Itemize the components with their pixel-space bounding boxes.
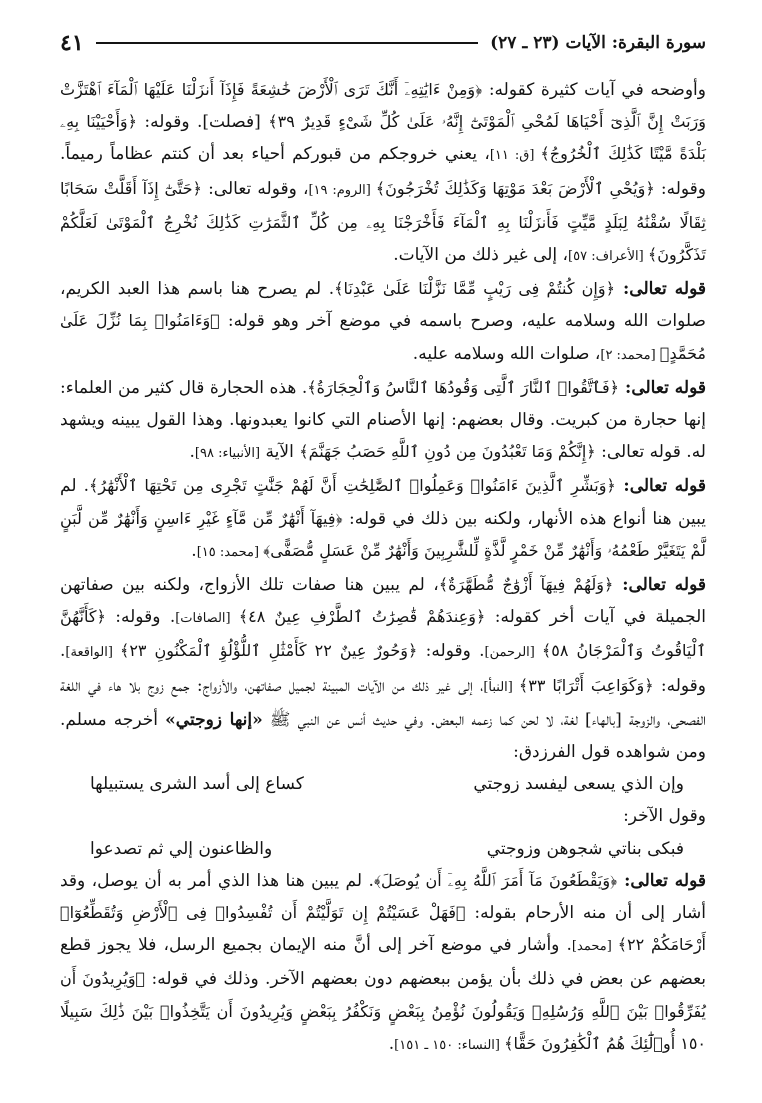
text-run: .	[191, 540, 197, 561]
poetry-verse	[60, 833, 706, 865]
text-run: ، إلى غير ذلك من الآيات المبينة لجميل صفاتهن، والأزواج: جمع زوج بلا هاء في اللغة الفصحى، والزوجة [بالهاء] لغة، لا لحن كما زعمه البعض. وفي حديث أنس عن النبي ﷺ	[60, 675, 706, 730]
running-title: سورة البقرة: الآيات (٢٣ ـ ٢٧)	[490, 33, 706, 53]
citation: [النساء: ١٥٠ ـ ١٥١]	[394, 1037, 505, 1053]
paragraph	[60, 470, 706, 569]
text-run: ، إلى غير ذلك من الآيات.	[393, 245, 569, 266]
text-run: وأوضحه في آيات كثيرة كقوله:	[482, 80, 706, 100]
bold-lead-text: قوله تعالى:	[617, 870, 707, 891]
quran-quote: ﴿وَيَقْطَعُونَ مَآ أَمَرَ ٱللَّهُ بِهِۦٓ أَن يُوصَلَ﴾	[373, 870, 618, 890]
verse-second-hemistich: كساع إلى أسد الشرى يستبيلها	[90, 774, 304, 795]
page-number: ٤١	[60, 30, 84, 56]
verse-second-hemistich: والظاعنون إلي ثم تصدعوا	[90, 838, 273, 859]
quran-quote: ﴿وَبَشِّرِ ٱلَّذِينَ ءَامَنُوا۟ وَعَمِلُوا۟ ٱلصَّٰلِحَٰتِ أَنَّ لَهُمْ جَنَّٰتٍ تَجْرِى مِن تَحْتِهَا ٱلْأَنْهَٰرُ﴾	[89, 476, 616, 496]
bold-lead-text: قوله تعالى:	[619, 377, 707, 398]
text-run: . وقوله:	[417, 641, 485, 662]
text-run: .	[189, 442, 195, 463]
paragraph	[60, 569, 706, 768]
citation: [الروم: ١٩]	[308, 182, 376, 198]
quran-quote: ﴿وَكَوَاعِبَ أَتْرَابًا ٣٣﴾	[518, 675, 654, 695]
citation: [محمد]	[571, 939, 618, 955]
text-run: . لم يبين هنا هذا الذي أمر به أن يوصل، وقد أشار إلى أن منه الأرحام بقوله:	[60, 870, 706, 924]
verse-first-hemistich: وإن الذي يسعى ليفسد زوجتي	[473, 774, 684, 795]
text-run: الآية	[260, 442, 300, 463]
bold-lead-text: «إنها زوجتي»	[165, 709, 263, 730]
main-text	[60, 74, 706, 1062]
text-run: . وأشار في موضع آخر إلى أنَّ منه الإيمان بجميع الرسل، فلا يجوز قطع بعضهم عن بعض في ذلك بأن يؤمن ببعضهم دون بعضهم الآخر. وذلك في قوله:	[60, 935, 707, 990]
text-run: ، لم يبين هنا صفات تلك الأزواج، ولكنه بين صفاتهن الجميلة في آيات أخر كقوله:	[60, 575, 706, 628]
quran-quote: ﴿كَأَنَّهُنَّ ٱلْيَاقُوتُ وَٱلْمَرْجَانُ ٥٨﴾	[60, 607, 706, 661]
citation: [الصافات]	[175, 611, 239, 627]
quran-quote: ﴿وَمِنْ ءَايَٰتِهِۦٓ أَنَّكَ تَرَى ٱلْأَرْضَ خَٰشِعَةً فَإِذَآ أَنزَلْنَا عَلَيْهَا ٱلْمَآءَ ٱهْتَزَّتْ وَرَبَتْ إِنَّ ٱلَّذِىٓ أَحْيَاهَا لَمُحْىِ ٱلْمَوْتَىٰٓ إِنَّهُۥ عَلَىٰ كُلِّ شَىْءٍ قَدِيرٌ ٣٩﴾	[60, 80, 706, 132]
quran-quote: ﴿فَهَلْ عَسَيْتُمْ إِن تَوَلَّيْتُمْ أَن تُفْسِدُوا۟ فِى ٱلْأَرْضِ وَتُقَطِّعُوٓا۟ أَرْحَامَكُمْ ٢٢﴾	[60, 903, 706, 955]
text-run: وقول الآخر:	[623, 806, 706, 827]
text-run: [فصلت]. وقوله:	[137, 112, 269, 133]
paragraph	[60, 372, 706, 471]
citation: [محمد: ٢]	[600, 347, 660, 363]
quran-quote: ﴿حَتَّىٰٓ إِذَآ أَقَلَّتْ سَحَابًا ثِقَالًا سُقْنَٰهُ لِبَلَدٍ مَّيِّتٍ فَأَنزَلْنَا بِهِ ٱلْمَآءَ فَأَخْرَجْنَا بِهِۦ مِن كُلِّ ٱلثَّمَرَٰتِ كَذَٰلِكَ نُخْرِجُ ٱلْمَوْتَىٰ لَعَلَّكُمْ تَذَكَّرُونَ﴾	[60, 178, 706, 265]
quran-quote: ﴿وَأَحْيَيْنَا بِهِۦ بَلْدَةً مَّيْتًا كَذَٰلِكَ ٱلْخُرُوجُ﴾	[60, 112, 706, 164]
citation: [الأعراف: ٥٧]	[568, 249, 648, 265]
quran-quote: ﴿وَلَهُمْ فِيهَآ أَزْوَٰجٌ مُّطَهَّرَةٌ﴾	[438, 575, 614, 595]
text-run: . لم يبين هنا أنواع هذه الأنهار، ولكنه بين ذلك في قوله:	[60, 476, 706, 529]
text-run: . وقوله:	[60, 641, 707, 696]
citation: [الواقعة]	[65, 645, 120, 661]
quran-quote: ﴿إِنَّكُمْ وَمَا تَعْبُدُونَ مِن دُونِ ٱللَّهِ حَصَبُ جَهَنَّمَ﴾	[299, 442, 596, 462]
bold-lead-text: قوله تعالى:	[613, 575, 706, 596]
text-run: ، صلوات الله وسلامه عليه.	[412, 343, 601, 364]
text-run: . لم يصرح هنا باسم هذا العبد الكريم، صلوات الله وسلامه عليه، وصرح باسمه في موضع آخر وهو قوله:	[60, 279, 706, 332]
quran-quote: ﴿وَإِن كُنتُمْ فِى رَيْبٍ مِّمَّا نَزَّلْنَا عَلَىٰ عَبْدِنَا﴾	[334, 279, 615, 299]
citation: [الرحمن]	[484, 645, 542, 661]
citation: [النبأ]	[483, 679, 519, 695]
quran-quote: ﴿وَعِندَهُمْ قَٰصِرَٰتُ ٱلطَّرْفِ عِينٌ ٤٨﴾	[238, 607, 486, 627]
quran-quote: ﴿وَيُرِيدُونَ أَن يُفَرِّقُوا۟ بَيْنَ ٱللَّهِ وَرُسُلِهِۦ وَيَقُولُونَ نُؤْمِنُ بِبَعْضٍ وَنَكْفُرُ بِبَعْضٍ وَيُرِيدُونَ أَن يَتَّخِذُوا۟ بَيْنَ ذَٰلِكَ سَبِيلًا ١٥٠ أُو۟لَٰٓئِكَ هُمُ ٱلْكَٰفِرُونَ حَقًّا﴾	[60, 969, 706, 1053]
quran-quote: ﴿وَيُحْىِ ٱلْأَرْضَ بَعْدَ مَوْتِهَا وَكَذَٰلِكَ تُخْرَجُونَ﴾	[375, 178, 655, 198]
quran-quote: ﴿فَٱتَّقُوا۟ ٱلنَّارَ ٱلَّتِى وَقُودُهَا ٱلنَّاسُ وَٱلْحِجَارَةُ﴾	[307, 377, 620, 397]
quran-quote: ﴿وَءَامَنُوا۟ بِمَا نُزِّلَ عَلَىٰ مُحَمَّدٍ﴾	[60, 311, 706, 363]
text-run: أخرجه مسلم. ومن شواهده قول الفرزدق:	[60, 709, 706, 763]
bold-lead-text: قوله تعالى:	[615, 476, 706, 497]
citation: [الأنبياء: ٩٨]	[194, 446, 261, 462]
text-run: ، يعني خروجكم من قبوركم أحياء بعد أن كنتم عظاماً رميماً. وقوله:	[60, 144, 706, 199]
text-run: . وقوله:	[105, 607, 176, 628]
paragraph	[60, 273, 706, 372]
quran-quote: ﴿فِيهَآ أَنْهَٰرٌ مِّن مَّآءٍ غَيْرِ ءَاسِنٍ وَأَنْهَٰرٌ مِّن لَّبَنٍ لَّمْ يَتَغَيَّرْ طَعْمُهُۥ وَأَنْهَٰرٌ مِّنْ خَمْرٍ لَّذَّةٍ لِّلشَّٰرِبِينَ وَأَنْهَٰرٌ مِّنْ عَسَلٍ مُّصَفًّى﴾	[60, 508, 706, 560]
citation: [ق: ١١]	[489, 148, 541, 164]
page-header	[60, 26, 706, 60]
text-run: ، وقوله تعالى:	[201, 178, 309, 199]
paragraph	[60, 800, 706, 832]
paragraph	[60, 74, 706, 273]
bold-lead-text: قوله تعالى:	[614, 279, 706, 300]
verse-first-hemistich: فبكى بناتي شجوهن وزوجتي	[486, 838, 684, 859]
text-run: .	[388, 1033, 395, 1054]
quran-quote: ﴿وَحُورٌ عِينٌ ٢٢ كَأَمْثَٰلِ ٱللُّؤْلُؤِ ٱلْمَكْنُونِ ٢٣﴾	[119, 641, 418, 661]
header-rule	[96, 42, 478, 44]
poetry-verse	[60, 768, 706, 800]
text-run: . هذه الحجارة قال كثير من العلماء: إنها حجارة من كبريت. وقال بعضهم: إنها الأصنام التي كانوا يعبدونها. وهذا القول يبينه ويشهد له. قوله تعالى:	[60, 377, 706, 463]
citation: [محمد: ١٥]	[196, 544, 264, 560]
paragraph	[60, 865, 706, 1062]
